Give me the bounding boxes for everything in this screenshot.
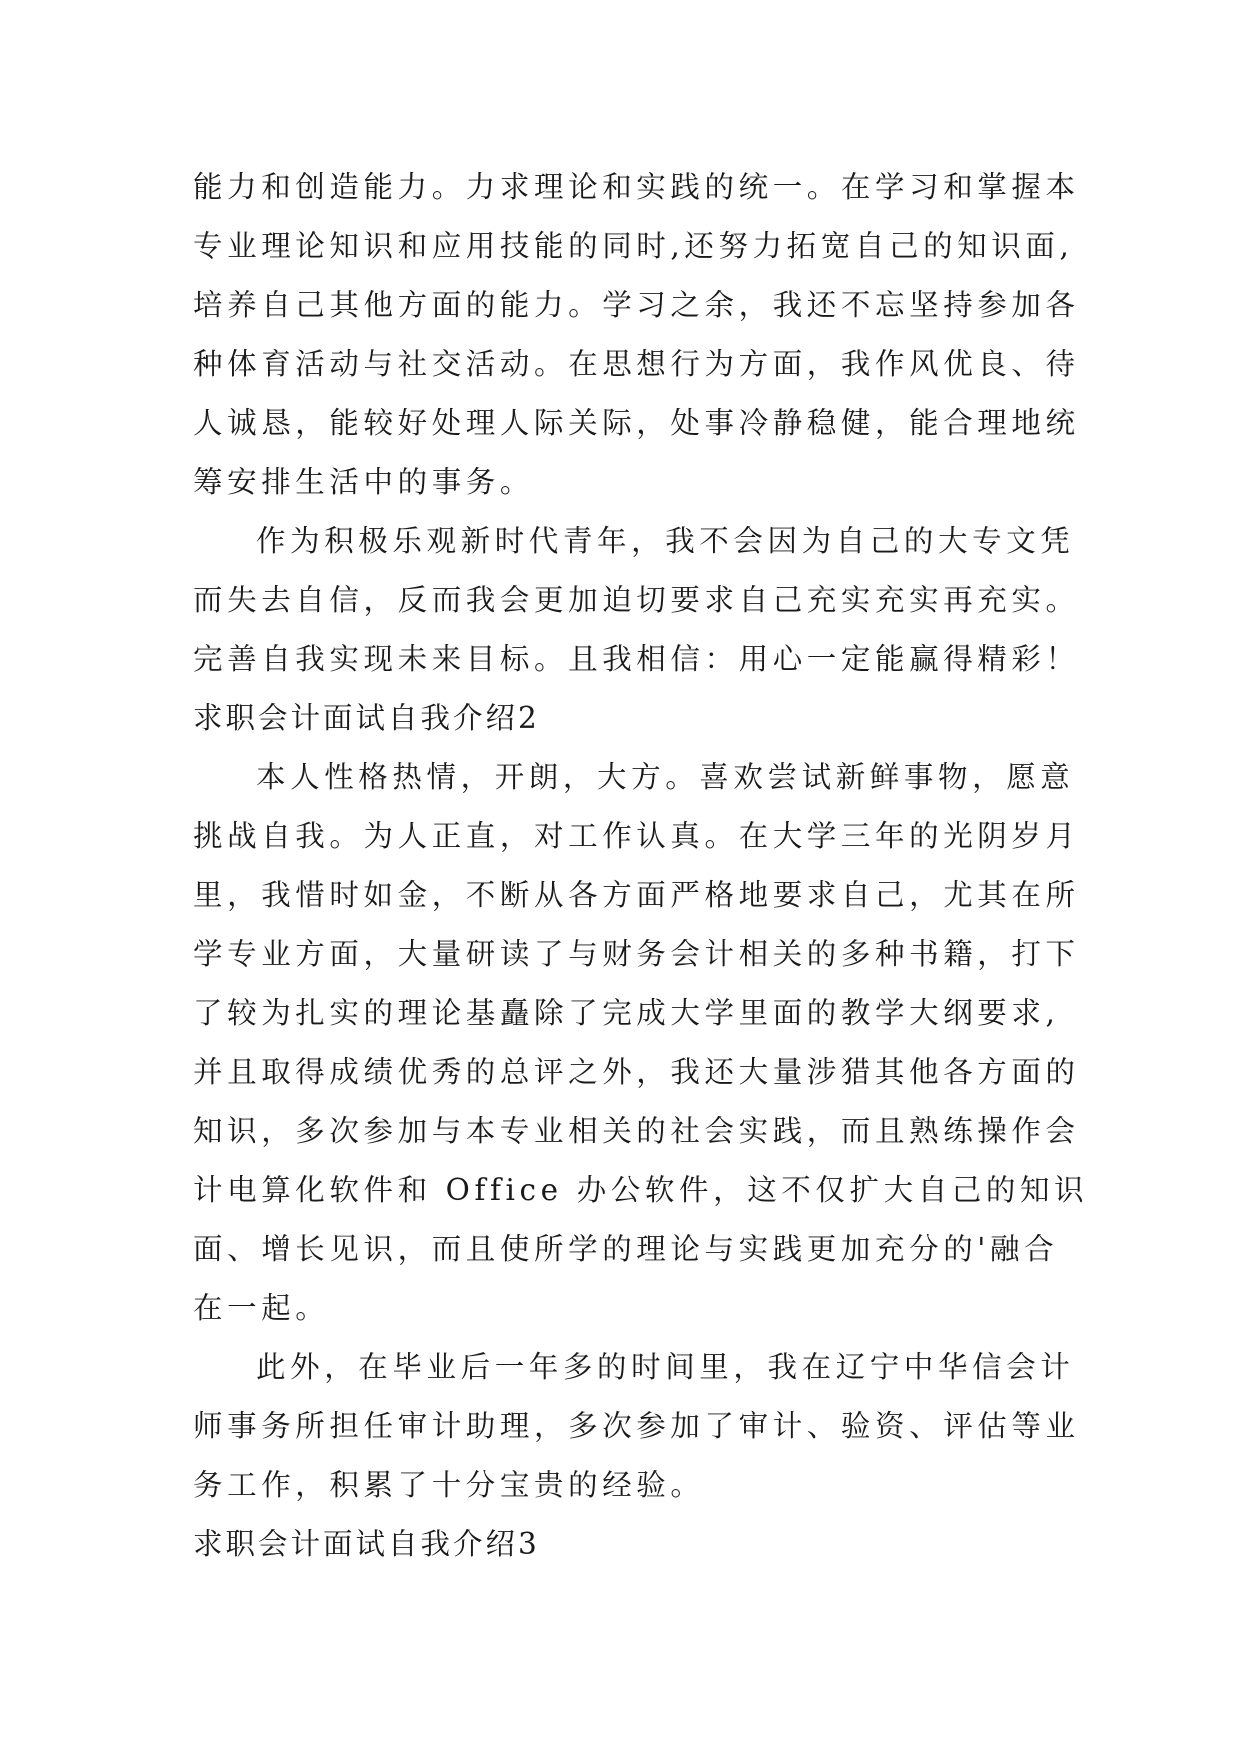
text-line: 种体育活动与社交活动。在思想行为方面，我作风优良、待 <box>193 347 1080 381</box>
text-line: 面、增长见识，而且使所学的理论与实践更加充分的'融合 <box>193 1232 1059 1266</box>
text-line: 专业理论知识和应用技能的同时,还努力拓宽自己的知识面, <box>193 229 1074 263</box>
paragraph <box>193 158 1093 512</box>
text-line: 师事务所担任审计助理，多次参加了审计、验资、评估等业 <box>193 1409 1080 1443</box>
section-heading: 求职会计面试自我介绍3 <box>193 1527 540 1561</box>
text-line: 知识，多次参加与本专业相关的社会实践，而且熟练操作会 <box>193 1114 1080 1148</box>
paragraph <box>193 748 1093 1338</box>
text-line: 筹安排生活中的事务。 <box>193 465 535 499</box>
text-line: 能力和创造能力。力求理论和实践的统一。在学习和掌握本 <box>193 170 1080 204</box>
text-line: 挑战自我。为人正直，对工作认真。在大学三年的光阴岁月 <box>193 819 1080 853</box>
text-line: 务工作，积累了十分宝贵的经验。 <box>193 1468 705 1502</box>
text-line: 完善自我实现未来目标。且我相信：用心一定能赢得精彩！ <box>193 642 1080 676</box>
paragraph <box>193 1338 1093 1515</box>
text-line: 计电算化软件和 Office 办公软件，这不仅扩大自己的知识 <box>193 1173 1089 1207</box>
text-line: 人诚恳，能较好处理人际关际，处事冷静稳健，能合理地统 <box>193 406 1080 440</box>
text-line: 而失去自信，反而我会更加迫切要求自己充实充实再充实。 <box>193 583 1080 617</box>
text-line: 了较为扎实的理论基矗除了完成大学里面的教学大纲要求, <box>193 996 1060 1030</box>
text-line: 此外，在毕业后一年多的时间里，我在辽宁中华信会计 <box>256 1350 1075 1384</box>
section-heading: 求职会计面试自我介绍2 <box>193 701 540 735</box>
text-line: 作为积极乐观新时代青年，我不会因为自己的大专文凭 <box>256 524 1075 558</box>
text-line: 里，我惜时如金，不断从各方面严格地要求自己，尤其在所 <box>193 878 1080 912</box>
text-line: 学专业方面，大量研读了与财务会计相关的多种书籍，打下 <box>193 937 1080 971</box>
text-line: 在一起。 <box>193 1291 330 1325</box>
paragraph <box>193 512 1093 689</box>
text-line: 培养自己其他方面的能力。学习之余，我还不忘坚持参加各 <box>193 288 1080 322</box>
text-line: 并且取得成绩优秀的总评之外，我还大量涉猎其他各方面的 <box>193 1055 1080 1089</box>
document-body <box>193 158 1093 1574</box>
text-line: 本人性格热情，开朗，大方。喜欢尝试新鲜事物，愿意 <box>256 760 1075 794</box>
